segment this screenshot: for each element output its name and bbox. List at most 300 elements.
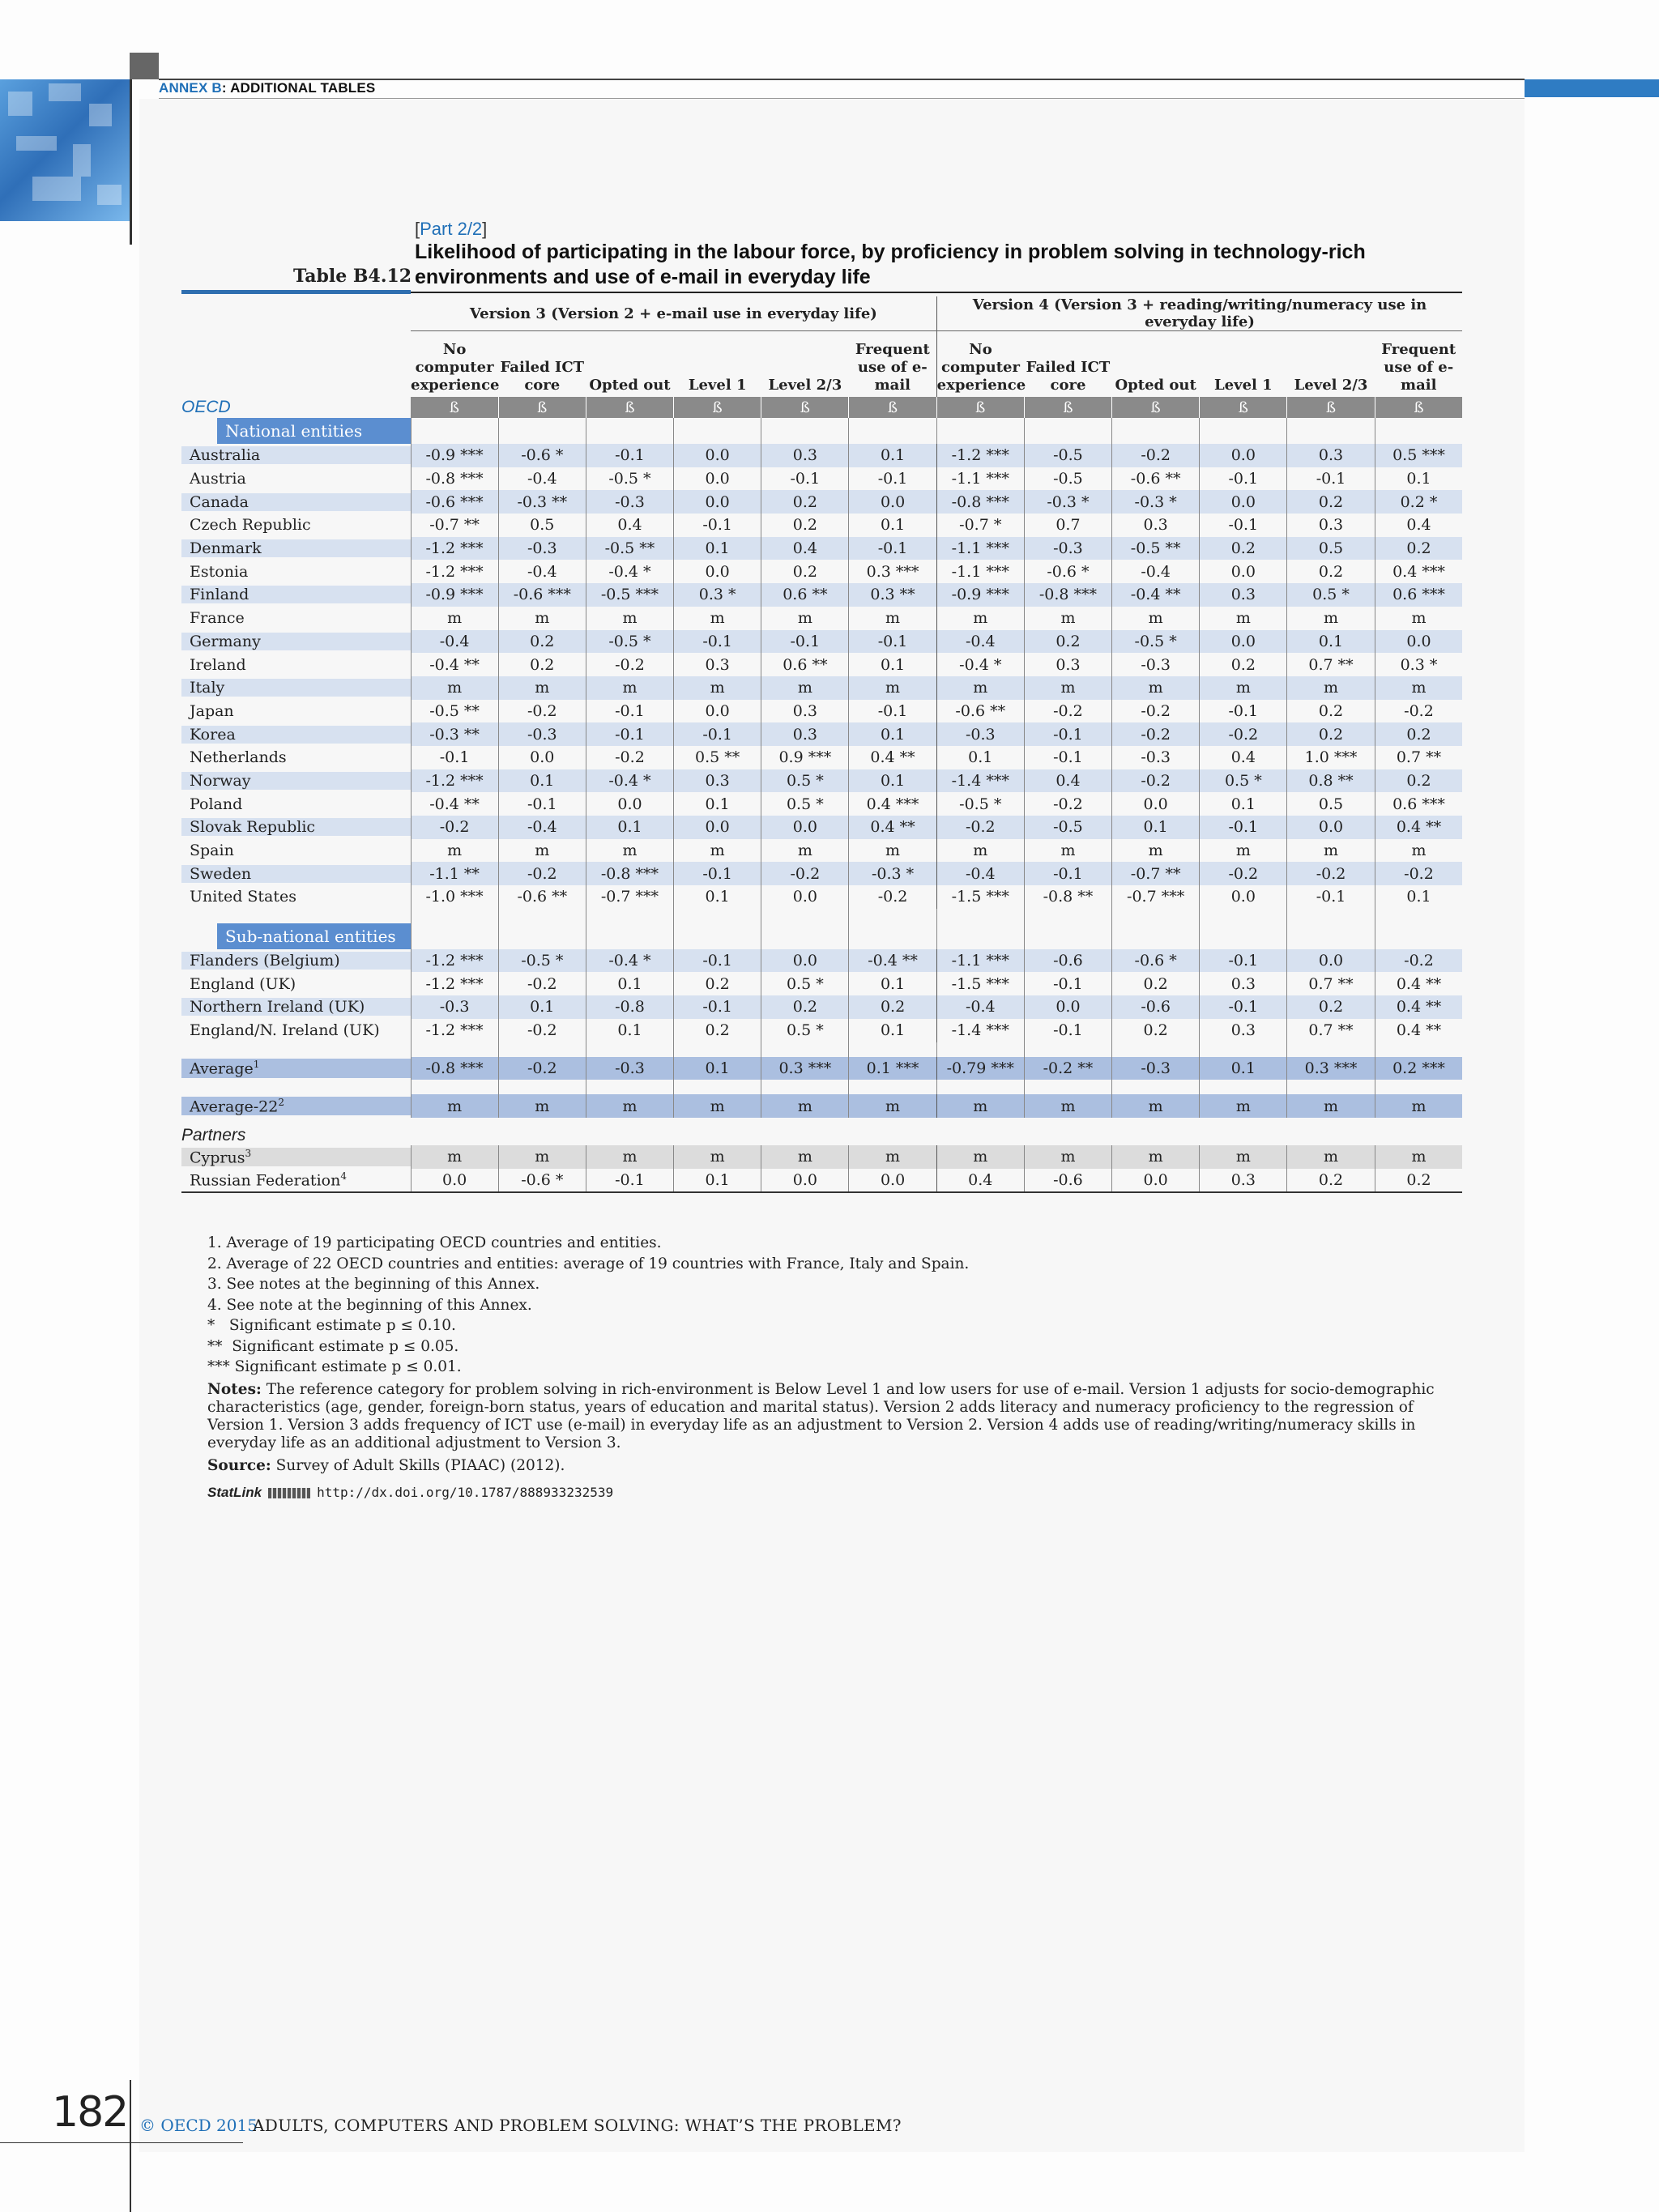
table-cell: m	[1112, 1145, 1200, 1169]
section-subnational-label: Sub-national entities	[217, 923, 411, 949]
table-cell: -0.2	[498, 862, 586, 885]
beta-symbol: ß	[936, 397, 1024, 418]
row-label: Ireland	[190, 655, 246, 674]
table-cell: 0.3 ***	[1287, 1057, 1375, 1080]
table-cell: 0.4	[761, 537, 849, 560]
footnote-item: 2. Average of 22 OECD countries and entities: average of 19 countries with France, Italy and Spain.	[207, 1255, 970, 1272]
table-cell: -0.1	[1024, 722, 1111, 746]
table-cell: -0.3 *	[1112, 490, 1200, 514]
table-cell: -0.4 **	[411, 653, 498, 676]
table-row	[181, 1094, 1462, 1118]
table-cell: -0.5 *	[586, 467, 673, 491]
row-label: Canada	[190, 492, 249, 511]
table-cell: -0.1	[498, 792, 586, 816]
table-cell: 0.0	[674, 490, 761, 514]
table-cell: 0.6 ***	[1375, 583, 1462, 607]
table-cell: m	[674, 676, 761, 700]
table-cell: -1.5 ***	[936, 972, 1024, 995]
table-cell: 0.2	[498, 630, 586, 654]
table-cell: -0.1	[586, 1169, 673, 1193]
row-label: Italy	[190, 679, 225, 697]
table-cell: 0.2	[1112, 1019, 1200, 1042]
table-cell: -1.4 ***	[936, 1019, 1024, 1042]
footnote-item: *** Significant estimate p ≤ 0.01.	[207, 1358, 462, 1375]
table-cell: -0.1	[411, 746, 498, 769]
row-label: Sweden	[190, 864, 252, 883]
table-cell: -0.5 **	[586, 537, 673, 560]
table-cell: 0.7 **	[1287, 1019, 1375, 1042]
footer-copyright: © OECD 2015	[139, 2116, 258, 2135]
table-cell: 0.3 *	[674, 583, 761, 607]
partners-label: Partners	[181, 1125, 246, 1144]
beta-symbol: ß	[586, 397, 673, 418]
table-cell: -1.2 ***	[411, 949, 498, 973]
table-cell: 0.1	[586, 1019, 673, 1042]
column-header-4: Level 1	[688, 377, 747, 394]
table-cell: -1.1 **	[411, 862, 498, 885]
table-cell: 0.1	[674, 792, 761, 816]
table-cell: -0.1	[674, 995, 761, 1019]
footer-book-title: ADULTS, COMPUTERS AND PROBLEM SOLVING: WHAT’S THE PROBLEM?	[253, 2116, 902, 2135]
table-cell: -0.2	[1112, 769, 1200, 793]
column-header-3: Opted out	[589, 377, 671, 394]
table-cell: -0.1	[1287, 467, 1375, 491]
header-underline	[159, 98, 1525, 99]
table-cell: m	[1112, 839, 1200, 863]
table-cell: m	[498, 676, 586, 700]
table-cell: -0.6 **	[936, 700, 1024, 723]
table-cell: 0.5 ***	[1375, 444, 1462, 467]
table-cell: -1.2 ***	[936, 444, 1024, 467]
table-cell: 0.3	[1024, 653, 1111, 676]
table-cell: 0.3	[761, 722, 849, 746]
table-cell: -0.3	[498, 537, 586, 560]
table-cell: 0.0	[1112, 1169, 1200, 1193]
table-cell: 0.4 **	[1375, 1019, 1462, 1042]
table-cell: m	[586, 1145, 673, 1169]
row-label: Czech Republic	[190, 516, 311, 535]
header-corner-square	[130, 53, 159, 79]
footer-vertical-rule	[130, 2080, 131, 2212]
column-header-5: Level 2/3	[768, 377, 842, 394]
table-body	[181, 418, 1462, 1192]
statlink-url[interactable]: http://dx.doi.org/10.1787/888933232539	[317, 1485, 614, 1500]
statlink-icon	[268, 1488, 310, 1498]
table-cell: -0.3	[586, 490, 673, 514]
beta-symbol: ß	[849, 397, 936, 418]
table-cell: 0.3 ***	[761, 1057, 849, 1080]
table-cell: -0.1	[586, 700, 673, 723]
table-cell: 0.1	[1200, 1057, 1287, 1080]
table-cell: 0.3	[761, 700, 849, 723]
table-cell: m	[498, 839, 586, 863]
table-row	[181, 676, 1462, 700]
table-cell: -1.2 ***	[411, 537, 498, 560]
table-cell: m	[1024, 607, 1111, 630]
table-cell: m	[1375, 1094, 1462, 1118]
table-cell: 0.3	[674, 769, 761, 793]
statlink	[207, 1482, 1463, 1504]
table-cell: 0.2	[674, 1019, 761, 1042]
table-cell: m	[1024, 676, 1111, 700]
table-cell: -0.4 **	[1112, 583, 1200, 607]
table-cell: m	[761, 1094, 849, 1118]
table-cell: -0.5 *	[1112, 630, 1200, 654]
beta-symbol: ß	[674, 397, 761, 418]
table-cell: 0.7 **	[1287, 653, 1375, 676]
column-header-2: Failed ICT core	[500, 359, 585, 394]
table-cell: 0.5 *	[1287, 583, 1375, 607]
table-cell: m	[936, 839, 1024, 863]
table-cell: 0.3 **	[849, 583, 936, 607]
table-cell: 0.9 ***	[761, 746, 849, 769]
table-cell: 0.1	[849, 653, 936, 676]
table-cell: m	[1375, 676, 1462, 700]
row-label: Slovak Republic	[190, 818, 316, 837]
table-cell: 0.2	[1287, 1169, 1375, 1193]
table-cell: -0.2	[586, 746, 673, 769]
footnote-marker: 2	[278, 1096, 284, 1108]
table-cell: -0.1	[849, 537, 936, 560]
table-cell: -0.9 ***	[411, 583, 498, 607]
table-cell: -0.3 *	[849, 862, 936, 885]
table-cell: -0.1	[1024, 862, 1111, 885]
section-national-label: National entities	[217, 418, 411, 444]
row-label: United States	[190, 888, 297, 906]
table-cell: 0.3	[1200, 1169, 1287, 1193]
table-cell: -0.5 *	[936, 792, 1024, 816]
table-cell: -0.3	[936, 722, 1024, 746]
table-row	[181, 769, 1462, 793]
table-cell: -0.9 ***	[936, 583, 1024, 607]
table-cell: -0.2	[498, 1057, 586, 1080]
table-cell: -0.6 ***	[498, 583, 586, 607]
table-cell: -0.6 **	[1112, 467, 1200, 491]
table-cell: 0.2	[1287, 995, 1375, 1019]
table-cell: m	[936, 1145, 1024, 1169]
header-accent-bar	[1525, 79, 1659, 97]
table-cell: 0.2	[761, 490, 849, 514]
table-cell: 0.4 **	[1375, 972, 1462, 995]
row-label: England/N. Ireland (UK)	[190, 1021, 380, 1040]
table-cell: -0.4	[498, 467, 586, 491]
table-cell: 0.0	[674, 467, 761, 491]
table-cell: 0.4	[1200, 746, 1287, 769]
table-cell: -0.5 *	[586, 630, 673, 654]
table-cell: 0.3	[1200, 1019, 1287, 1042]
table-cell: 0.0	[1200, 630, 1287, 654]
table-cell: -0.5	[1024, 444, 1111, 467]
row-label: Spain	[190, 842, 234, 860]
table-cell: m	[411, 1145, 498, 1169]
table-cell: m	[849, 676, 936, 700]
footnote-marker: 4	[340, 1170, 347, 1183]
table-cell: 0.6 ***	[1375, 792, 1462, 816]
table-cell: 0.0	[586, 792, 673, 816]
table-cell: -0.9 ***	[411, 444, 498, 467]
table-cell: -0.4 **	[849, 949, 936, 973]
table-cell: 0.2	[1375, 769, 1462, 793]
table-cell: 0.6 **	[761, 653, 849, 676]
table-cell: 0.3 *	[1375, 653, 1462, 676]
table-cell: m	[1024, 1145, 1111, 1169]
table-cell: 0.3	[1112, 514, 1200, 537]
table-cell: 0.2	[1024, 630, 1111, 654]
table-cell: -0.8 ***	[411, 467, 498, 491]
table-cell: 0.2	[498, 653, 586, 676]
footnote-item: ** Significant estimate p ≤ 0.05.	[207, 1337, 459, 1355]
table-row	[181, 490, 1462, 514]
beta-symbol: ß	[498, 397, 586, 418]
table-row	[181, 816, 1462, 839]
table-row	[181, 1057, 1462, 1080]
table-row	[181, 607, 1462, 630]
table-row	[181, 1145, 1462, 1169]
table-cell: -0.3	[1112, 746, 1200, 769]
table-cell: m	[1112, 676, 1200, 700]
table-row	[181, 972, 1462, 995]
table-cell: -0.1	[849, 700, 936, 723]
table-cell: -0.2	[1375, 949, 1462, 973]
row-label: Denmark	[190, 539, 262, 558]
table-cell: -0.8 **	[1024, 885, 1111, 909]
table-cell: 0.1	[586, 972, 673, 995]
table-cell: -0.3 **	[498, 490, 586, 514]
table-row	[181, 995, 1462, 1019]
table-cell: -0.1	[1200, 995, 1287, 1019]
row-label: Austria	[190, 470, 246, 488]
table-cell: 0.3	[1200, 583, 1287, 607]
table-cell: -0.3	[411, 995, 498, 1019]
table-cell: 0.1	[936, 746, 1024, 769]
table-cell: 0.2	[1287, 560, 1375, 583]
table-cell: 0.4 **	[849, 816, 936, 839]
table-cell: m	[761, 839, 849, 863]
table-cell: -0.2	[1375, 862, 1462, 885]
table-cell: 0.0	[1200, 560, 1287, 583]
row-label: Finland	[190, 586, 249, 604]
table-cell: -0.8 ***	[936, 490, 1024, 514]
table-cell: 0.0	[761, 1169, 849, 1193]
footnote-marker: 1	[253, 1059, 260, 1071]
table-cell: -0.3 *	[1024, 490, 1111, 514]
table-number: Table B4.12	[293, 266, 412, 287]
table-cell: -1.2 ***	[411, 769, 498, 793]
footnotes	[207, 1233, 1463, 1504]
table-cell: -0.2	[849, 885, 936, 909]
source: Source: Survey of Adult Skills (PIAAC) (2012).	[207, 1456, 565, 1474]
title-rule-accent	[181, 290, 411, 294]
table-cell: 0.1	[674, 1169, 761, 1193]
row-label: Korea	[190, 725, 236, 744]
table-cell: m	[1287, 1094, 1375, 1118]
table-cell: m	[1200, 1094, 1287, 1118]
table-cell: 0.2	[674, 972, 761, 995]
table-cell: 0.0	[1200, 444, 1287, 467]
table-row	[181, 700, 1462, 723]
table-cell: -0.2	[498, 700, 586, 723]
table-cell: m	[1287, 607, 1375, 630]
table-cell: m	[1112, 607, 1200, 630]
table-cell: -0.2	[498, 1019, 586, 1042]
table-cell: 0.0	[498, 746, 586, 769]
table-cell: 0.2	[1375, 1169, 1462, 1193]
table-cell: -0.5	[1024, 816, 1111, 839]
table-cell: 0.5 *	[761, 972, 849, 995]
beta-symbol: ß	[1200, 397, 1287, 418]
table-cell: m	[761, 1145, 849, 1169]
table-cell: m	[1375, 839, 1462, 863]
oecd-label: OECD	[181, 398, 231, 416]
table-cell: -0.4	[498, 560, 586, 583]
table-cell: -0.6 **	[498, 885, 586, 909]
table-cell: -0.6 *	[498, 444, 586, 467]
table-cell: 0.2	[761, 995, 849, 1019]
table-cell: -0.5 **	[1112, 537, 1200, 560]
column-header-10: Level 1	[1214, 377, 1273, 394]
table-cell: m	[1200, 676, 1287, 700]
row-label: Australia	[190, 446, 261, 465]
table-cell: 0.3	[674, 653, 761, 676]
table-cell: 0.1	[1287, 630, 1375, 654]
table-cell: m	[936, 1094, 1024, 1118]
header-vertical-rule	[130, 79, 132, 245]
data-table	[181, 296, 1462, 1193]
table-cell: 0.4	[1024, 769, 1111, 793]
table-cell: -0.1	[1200, 700, 1287, 723]
table-cell: m	[1112, 1094, 1200, 1118]
table-cell: m	[674, 1094, 761, 1118]
table-row	[181, 839, 1462, 863]
table-cell: 0.3	[761, 444, 849, 467]
table-cell: 0.3	[1200, 972, 1287, 995]
table-cell: 0.2	[1200, 653, 1287, 676]
table-cell: -0.3	[586, 1057, 673, 1080]
row-label: Flanders (Belgium)	[190, 952, 340, 970]
table-cell: 0.0	[1287, 816, 1375, 839]
beta-symbol: ß	[1375, 397, 1462, 418]
table-cell: m	[1200, 607, 1287, 630]
table-cell: m	[586, 607, 673, 630]
table-cell: 0.2	[1287, 722, 1375, 746]
table-cell: 0.0	[1024, 995, 1111, 1019]
table-cell: 0.1	[849, 514, 936, 537]
table-title: Likelihood of participating in the labour force, by proficiency in problem solving in technology-rich environments and use of e-mail in everyday life	[415, 241, 1366, 288]
table-cell: 0.0	[1200, 490, 1287, 514]
row-label: Estonia	[190, 562, 249, 581]
table-row	[181, 792, 1462, 816]
table-cell: m	[936, 607, 1024, 630]
table-cell: -0.1	[1024, 746, 1111, 769]
column-header-row	[181, 331, 1462, 398]
table-cell: -0.1	[849, 630, 936, 654]
table-cell: -0.1	[586, 722, 673, 746]
table-cell: -0.2	[1112, 722, 1200, 746]
table-cell: 0.7	[1024, 514, 1111, 537]
table-cell: -0.3	[1112, 1057, 1200, 1080]
table-cell: 0.2	[1200, 537, 1287, 560]
table-row	[181, 583, 1462, 607]
footnote-item: 3. See notes at the beginning of this Annex.	[207, 1276, 540, 1293]
table-cell: -0.8	[586, 995, 673, 1019]
table-cell: 0.0	[1112, 792, 1200, 816]
table-cell: 0.1	[1112, 816, 1200, 839]
footnote-list	[207, 1233, 1463, 1378]
table-cell: 0.4 ***	[1375, 560, 1462, 583]
table-cell: -0.2	[1200, 862, 1287, 885]
table-row	[181, 949, 1462, 973]
table-cell: -0.1	[1024, 972, 1111, 995]
table-cell: m	[498, 1094, 586, 1118]
table-cell: -0.8 ***	[1024, 583, 1111, 607]
table-cell: -0.7 **	[411, 514, 498, 537]
row-label: Cyprus	[190, 1148, 245, 1166]
table-cell: -0.7 *	[936, 514, 1024, 537]
table-cell: m	[1287, 1145, 1375, 1169]
annex-header	[159, 80, 375, 96]
table-cell: 0.2	[761, 514, 849, 537]
column-header-9: Opted out	[1115, 377, 1196, 394]
table-cell: -0.2	[1024, 792, 1111, 816]
table-cell: 0.1	[849, 722, 936, 746]
table-row	[181, 630, 1462, 654]
table-cell: m	[1200, 1145, 1287, 1169]
table-cell: -1.1 ***	[936, 949, 1024, 973]
row-label: Japan	[190, 701, 234, 720]
table-cell: -0.6 *	[498, 1169, 586, 1193]
table-cell: -0.4 *	[936, 653, 1024, 676]
table-cell: -0.2	[1200, 722, 1287, 746]
table-cell: 0.1	[849, 444, 936, 467]
section-national	[181, 418, 1462, 444]
table-cell: 0.5	[498, 514, 586, 537]
table-cell: -1.1 ***	[936, 467, 1024, 491]
table-row	[181, 467, 1462, 491]
table-cell: m	[936, 676, 1024, 700]
table-cell: 0.2	[761, 560, 849, 583]
table-cell: m	[674, 607, 761, 630]
table-cell: 0.1	[674, 1057, 761, 1080]
table-cell: -0.1	[849, 467, 936, 491]
table-row	[181, 1169, 1462, 1193]
table-cell: 0.1	[849, 769, 936, 793]
table-cell: 0.8 **	[1287, 769, 1375, 793]
table-cell: -0.1	[586, 444, 673, 467]
row-label: Netherlands	[190, 748, 287, 767]
table-cell: m	[411, 607, 498, 630]
table-cell: 0.3 ***	[849, 560, 936, 583]
table-cell: 0.0	[849, 490, 936, 514]
footnote-marker: 3	[245, 1147, 252, 1159]
annex-label: ANNEX B	[159, 80, 222, 96]
table-cell: 0.4 **	[1375, 816, 1462, 839]
statlink-label: StatLink	[207, 1485, 262, 1500]
section-subnational	[181, 923, 1462, 949]
table-cell: -0.4	[1112, 560, 1200, 583]
table-cell: -0.2 **	[1024, 1057, 1111, 1080]
table-cell: 0.5 *	[761, 1019, 849, 1042]
footnote-item: * Significant estimate p ≤ 0.10.	[207, 1317, 456, 1334]
table-cell: -0.2	[1112, 444, 1200, 467]
table-row	[181, 444, 1462, 467]
table-cell: -0.4	[411, 630, 498, 654]
table-cell: -0.4 **	[411, 792, 498, 816]
table-cell: m	[849, 607, 936, 630]
table-cell: 0.0	[761, 949, 849, 973]
table-cell: -0.2	[761, 862, 849, 885]
table-cell: -0.8 ***	[586, 862, 673, 885]
table-row	[181, 653, 1462, 676]
